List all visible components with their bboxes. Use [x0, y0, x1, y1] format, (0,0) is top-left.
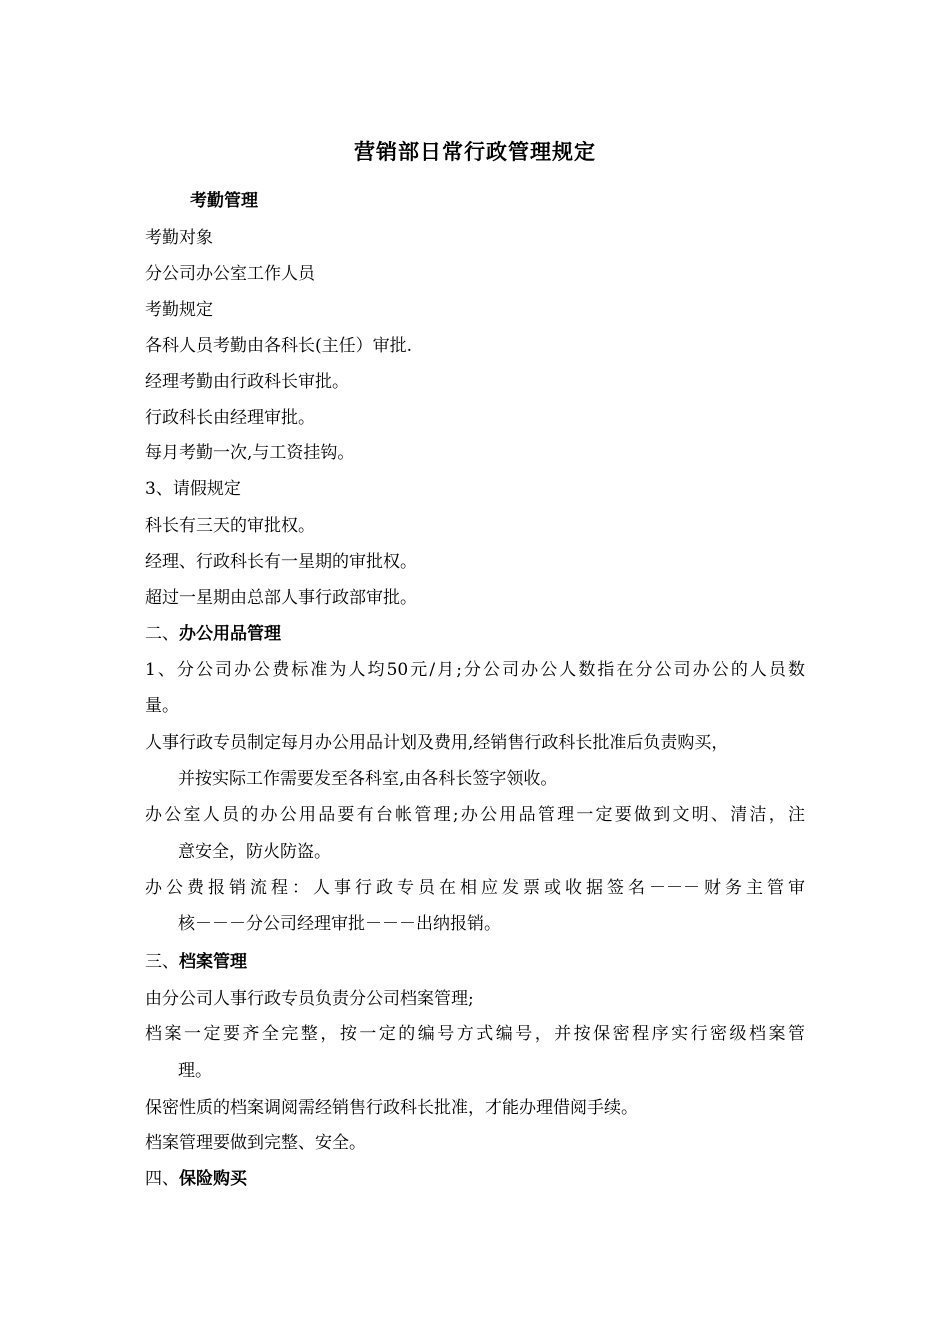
- paragraph-line: 意安全，防火防盗。: [178, 842, 331, 862]
- paragraph-line: 考勤对象: [145, 228, 213, 248]
- section-heading-office-supplies: [145, 622, 281, 646]
- section-title: 档案管理: [179, 952, 247, 972]
- paragraph-line: 分公司办公室工作人员: [145, 264, 315, 284]
- section-heading-insurance: [145, 1167, 247, 1191]
- paragraph-line: 行政科长由经理审批。: [145, 408, 315, 428]
- paragraph-line: 人事行政专员制定每月办公用品计划及费用,经销售行政科长批准后负责购买，: [145, 733, 729, 753]
- paragraph-line: 由分公司人事行政专员负责分公司档案管理;: [145, 989, 474, 1009]
- paragraph-line: 理。: [178, 1061, 212, 1081]
- section-number: 四、: [145, 1169, 179, 1189]
- section-heading-archives: [145, 950, 247, 974]
- paragraph-line: 办公费报销流程：人事行政专员在相应发票或收据签名－－－财务主管审: [145, 878, 805, 898]
- section-title: 保险购买: [179, 1169, 247, 1189]
- paragraph-line: 科长有三天的审批权。: [145, 516, 315, 536]
- document-title: 营销部日常行政管理规定: [354, 140, 596, 164]
- paragraph-line: 1、分公司办公费标准为人均50元/月;分公司办公人数指在分公司办公的人员数: [145, 660, 805, 680]
- section-title: 办公用品管理: [179, 624, 281, 644]
- paragraph-line: 档案一定要齐全完整，按一定的编号方式编号，并按保密程序实行密级档案管: [145, 1024, 805, 1044]
- paragraph-line: 保密性质的档案调阅需经销售行政科长批准，才能办理借阅手续。: [145, 1098, 638, 1118]
- paragraph-line: 量。: [145, 696, 179, 716]
- paragraph-line: 办公室人员的办公用品要有台帐管理;办公用品管理一定要做到文明、清洁，注: [145, 805, 805, 825]
- section-heading-attendance: 考勤管理: [190, 191, 258, 211]
- paragraph-line: 核－－－分公司经理审批－－－出纳报销。: [178, 914, 501, 934]
- paragraph-line: 超过一星期由总部人事行政部审批。: [145, 588, 417, 608]
- paragraph-line: 3、请假规定: [145, 479, 241, 499]
- paragraph-line: 档案管理要做到完整、安全。: [145, 1133, 366, 1153]
- paragraph-line: 经理、行政科长有一星期的审批权。: [145, 552, 417, 572]
- section-number: 二、: [145, 624, 179, 644]
- paragraph-line: 每月考勤一次,与工资挂钩。: [145, 443, 355, 463]
- paragraph-line: 并按实际工作需要发至各科室,由各科长签字领收。: [178, 769, 558, 789]
- paragraph-line: 各科人员考勤由各科长(主任）审批.: [145, 336, 413, 356]
- section-number: 三、: [145, 952, 179, 972]
- paragraph-line: 经理考勤由行政科长审批。: [145, 372, 349, 392]
- paragraph-line: 考勤规定: [145, 300, 213, 320]
